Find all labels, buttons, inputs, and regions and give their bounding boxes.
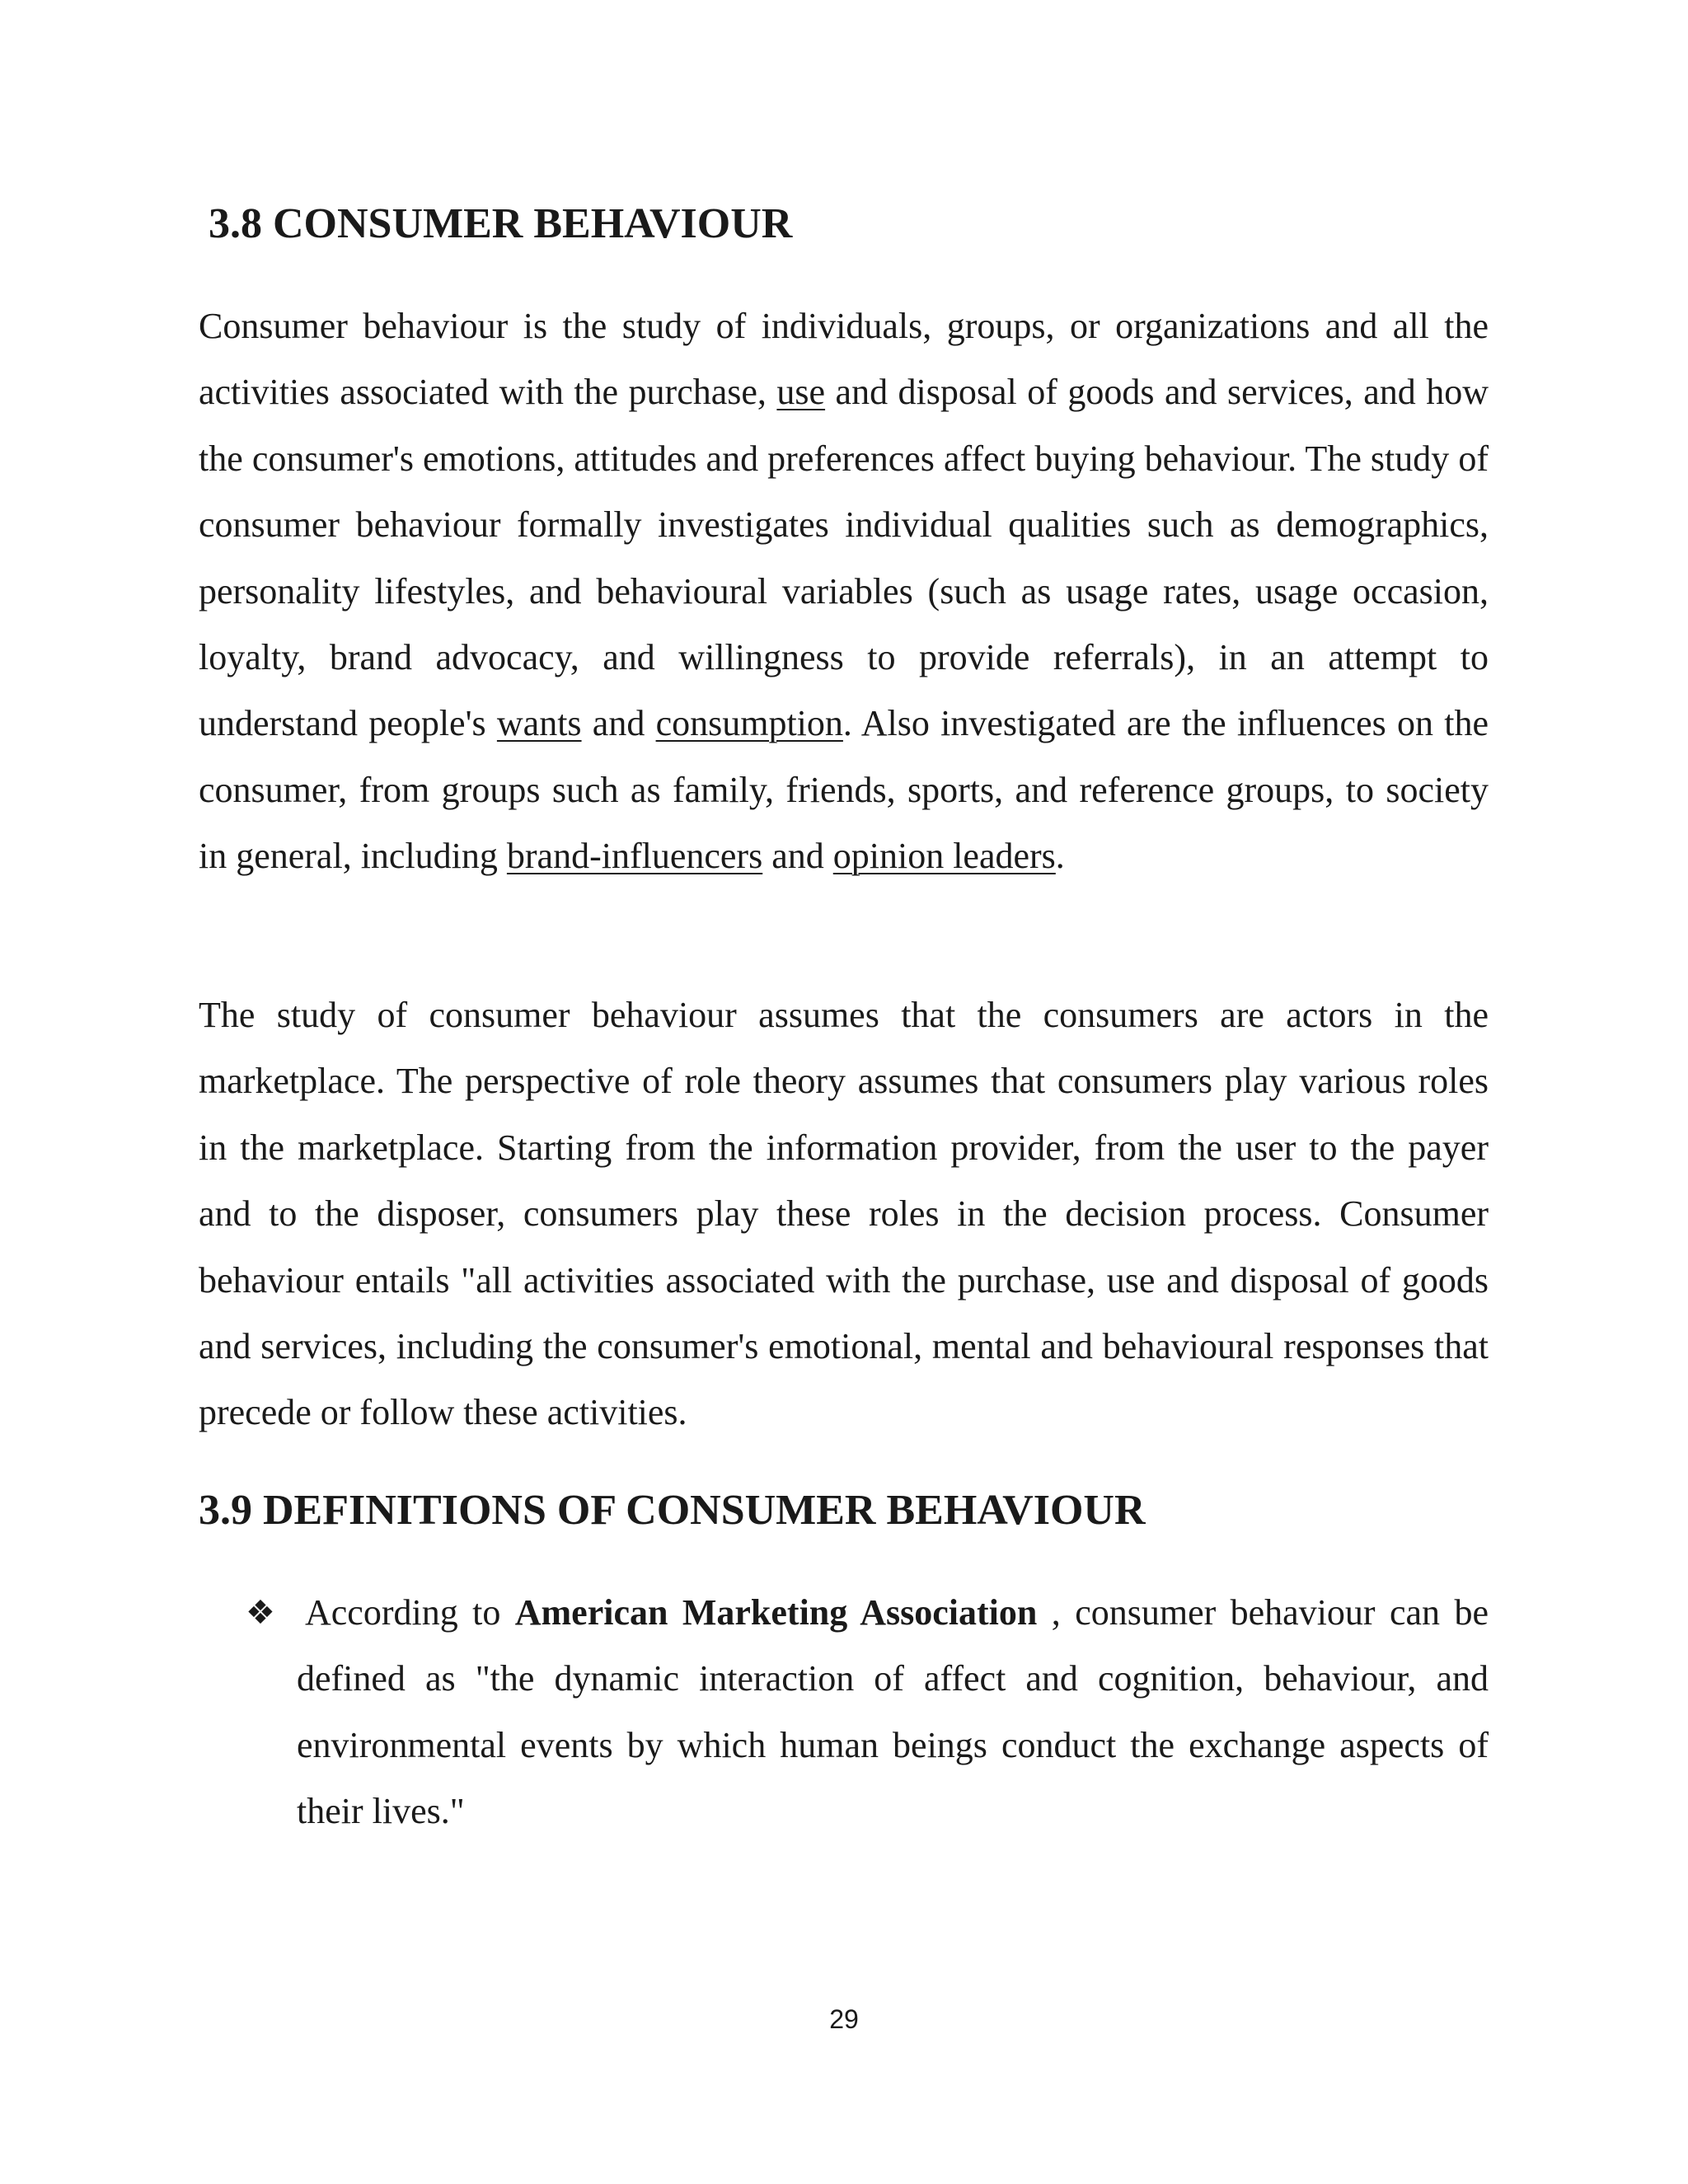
text-run: , consumer behaviour can be defined as "the dynamic interaction of affect and cognition, behaviour, and environmental events by which human beings conduct the exchange aspects of their lives." (297, 1592, 1489, 1832)
page-number: 29 (829, 2004, 859, 2034)
text-run: and (581, 703, 656, 744)
text-run: and (762, 836, 833, 877)
link-brand-influencers[interactable]: brand-influencers (506, 836, 763, 877)
text-run: . (1055, 836, 1065, 877)
definition-bullet-ama (297, 1580, 1489, 1845)
diamond-bullet-icon: ❖ (246, 1594, 275, 1632)
paragraph-role-theory: The study of consumer behaviour assumes that the consumers are actors in the marketplace. The perspective of role theory assumes that consumers play various roles in the marketplace. Starting from the information provider, from the user to the payer and to the disposer, consumers play these roles in the decision process. Consumer behaviour entails "all activities associated with the purchase, use and disposal of goods and services, including the consumer's emotional, mental and behavioural responses that precede or follow these activities. (199, 995, 1489, 1433)
text-run: According to (305, 1592, 515, 1633)
text-run: and disposal of goods and services, and how the consumer's emotions, attitudes and preferences affect buying behaviour. The study of consumer behaviour formally investigates individual qualities such as demographics, personality lifestyles, and behavioural variables (such as usage rates, usage occasion, loyalty, brand advocacy, and willingness to provide referrals), in an attempt to understand people's (199, 372, 1489, 744)
link-consumption[interactable]: consumption (655, 703, 843, 744)
section-heading-3-9: 3.9 DEFINITIONS OF CONSUMER BEHAVIOUR (199, 1487, 1146, 1534)
organization-name: American Marketing Association (514, 1592, 1038, 1633)
section-heading-3-8: 3.8 CONSUMER BEHAVIOUR (209, 200, 793, 247)
text-run: Consumer behaviour is the study of individuals, groups, or organizations and all the activities associated with the purchase, (199, 306, 1489, 413)
paragraph-consumer-behaviour-intro (199, 293, 1489, 890)
link-wants[interactable]: wants (496, 703, 582, 744)
link-use[interactable]: use (776, 372, 826, 413)
text-run: . Also investigated are the influences on the consumer, from groups such as family, friends, sports, and reference groups, to society in general, including (199, 703, 1489, 877)
link-opinion-leaders[interactable]: opinion leaders (832, 836, 1056, 877)
